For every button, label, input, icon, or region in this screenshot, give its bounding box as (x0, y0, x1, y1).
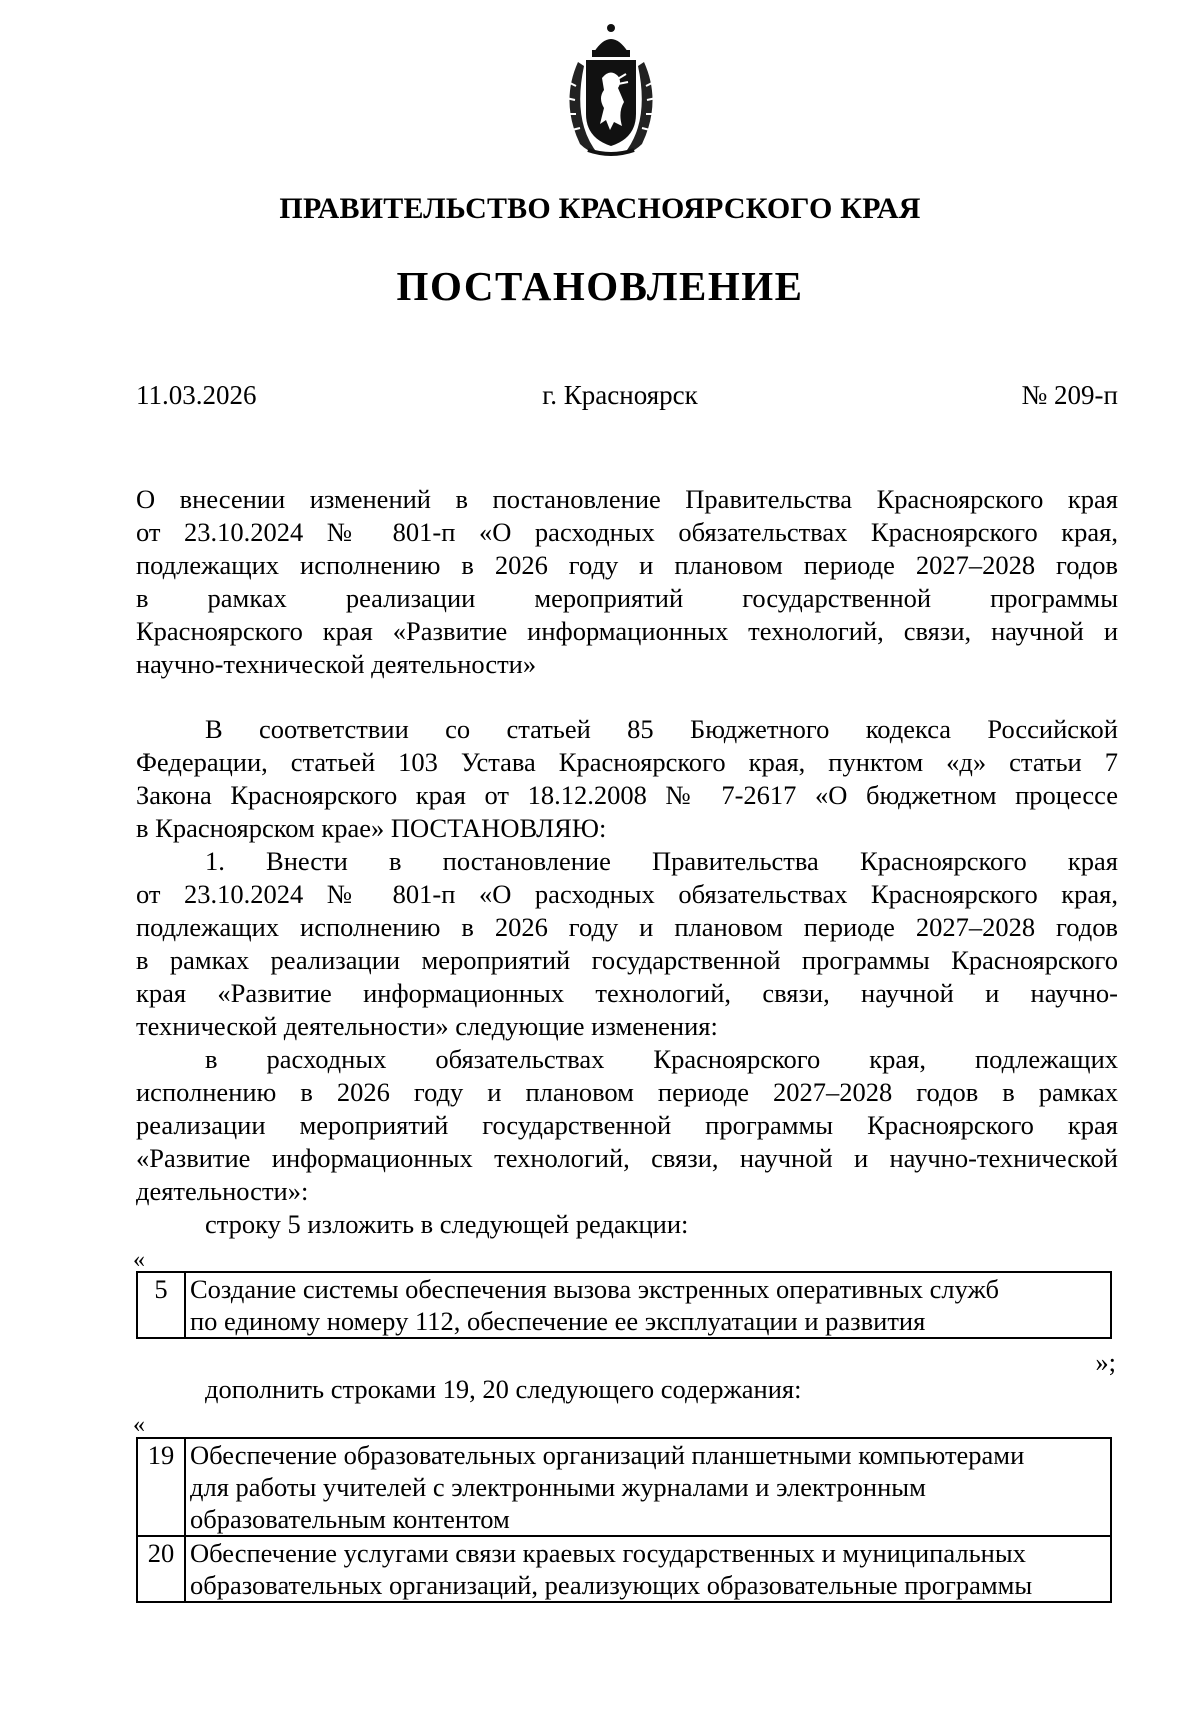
subject-line: О внесении изменений в постановление Правительства Красноярского края (136, 484, 1118, 514)
open-quote-mark: « (133, 1412, 145, 1438)
body-line: деятельности»: (136, 1176, 309, 1206)
row-text-line: Обеспечение услугами связи краевых государственных и муниципальных (190, 1538, 1026, 1568)
subject-line: в рамках реализации мероприятий государственной программы (136, 583, 1118, 613)
row-text-line: образовательных организаций, реализующих образовательные программы (190, 1570, 1033, 1600)
government-title: ПРАВИТЕЛЬСТВО КРАСНОЯРСКОГО КРАЯ (279, 192, 921, 225)
body-line: в расходных обязательствах Красноярского края, подлежащих (205, 1044, 1118, 1074)
body-line: в Красноярском крае» ПОСТАНОВЛЯЮ: (136, 813, 607, 843)
document-number: № 209-п (1021, 380, 1118, 410)
row-text-line: Создание системы обеспечения вызова экстренных оперативных служб (190, 1274, 1000, 1304)
subject-line: подлежащих исполнению в 2026 году и плановом периоде 2027–2028 годов (136, 550, 1118, 580)
body-line: от 23.10.2024 № 801-п «О расходных обязательствах Красноярского края, (136, 879, 1118, 909)
row-text-line: по единому номеру 112, обеспечение ее эксплуатации и развития (190, 1306, 926, 1336)
row-text-line: образовательным контентом (190, 1504, 510, 1534)
body-line: в рамках реализации мероприятий государственной программы Красноярского (136, 945, 1118, 975)
document-subject (136, 483, 1118, 681)
document-city: г. Красноярск (542, 380, 698, 410)
document-body (136, 713, 1118, 1241)
body-line: Закона Красноярского края от 18.12.2008 № 7-2617 «О бюджетном процессе (136, 780, 1118, 810)
subject-line: от 23.10.2024 № 801-п «О расходных обязательствах Красноярского края, (136, 517, 1118, 547)
body-line: исполнению в 2026 году и плановом периоде 2027–2028 годов в рамках (136, 1077, 1118, 1107)
document-type-title: ПОСТАНОВЛЕНИЕ (396, 263, 804, 309)
row-text-line: Обеспечение образовательных организаций планшетными компьютерами (190, 1440, 1025, 1470)
table-row (137, 1272, 1111, 1338)
coat-of-arms-emblem (558, 22, 664, 160)
row-number: 19 (137, 1438, 185, 1536)
row-number: 5 (137, 1272, 185, 1338)
body-line: «Развитие информационных технологий, связи, научной и научно-технической (136, 1143, 1118, 1173)
row-text (185, 1536, 1111, 1602)
body-line: реализации мероприятий государственной программы Красноярского края (136, 1110, 1118, 1140)
document-date: 11.03.2026 (136, 380, 257, 410)
body-line: Федерации, статьей 103 Устава Красноярского края, пунктом «д» статьи 7 (136, 747, 1118, 777)
body-line: строку 5 изложить в следующей редакции: (205, 1209, 689, 1239)
open-quote-mark: « (133, 1247, 145, 1273)
body-line: края «Развитие информационных технологий, связи, научной и научно- (136, 978, 1118, 1008)
row-text-line: для работы учителей с электронными журналами и электронным (190, 1472, 926, 1502)
subject-line: Красноярского края «Развитие информационных технологий, связи, научной и (136, 616, 1118, 646)
subject-line: научно-технической деятельности» (136, 649, 537, 679)
body-line: технической деятельности» следующие изменения: (136, 1011, 718, 1041)
body-line: В соответствии со статьей 85 Бюджетного кодекса Российской (205, 714, 1118, 744)
closing-quote-mark: »; (1095, 1347, 1116, 1377)
body-line: 1. Внести в постановление Правительства Красноярского края (205, 846, 1118, 876)
row-5-table (136, 1271, 1112, 1339)
body-line: дополнить строками 19, 20 следующего содержания: (205, 1374, 802, 1404)
add-rows-instruction (136, 1373, 1118, 1406)
row-number: 20 (137, 1536, 185, 1602)
table-row (137, 1438, 1111, 1536)
row-text (185, 1438, 1111, 1536)
table-row (137, 1536, 1111, 1602)
rows-19-20-table (136, 1437, 1112, 1603)
body-line: подлежащих исполнению в 2026 году и плановом периоде 2027–2028 годов (136, 912, 1118, 942)
row-text (185, 1272, 1111, 1338)
